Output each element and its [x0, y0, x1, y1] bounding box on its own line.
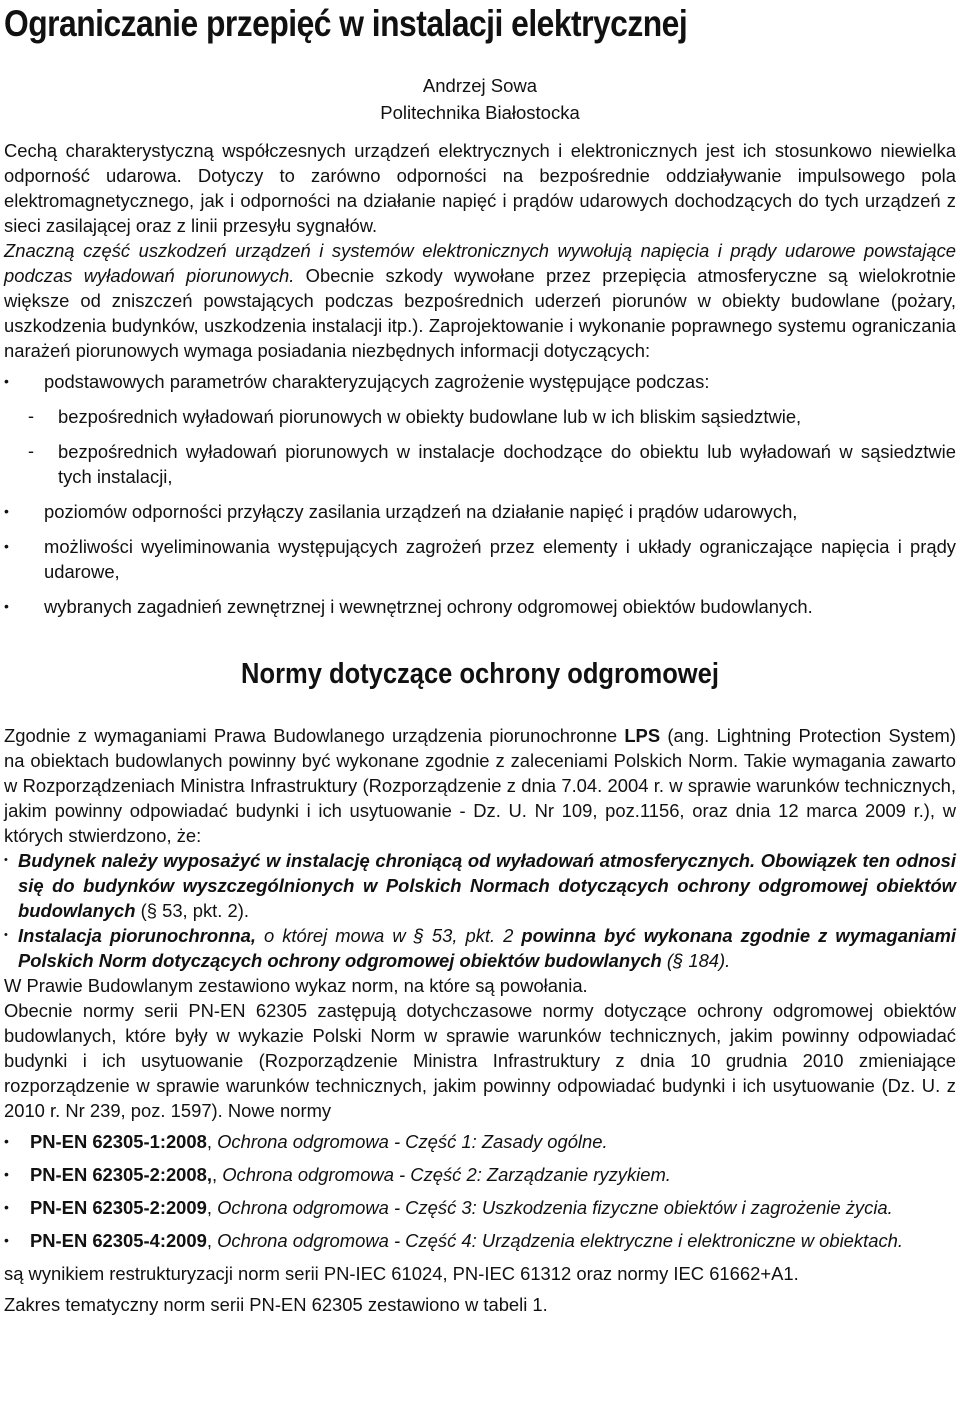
intro-sentence-2: Dotyczy to zarówno odporności na bezpośrednie oddziaływanie impulsowego pola elektromagnetycznego, jak i odporności na działanie napięć i prądów udarowych dochodzących do tych urządzeń z sieci zasilającej oraz z linii przesyłu sygnałów.	[4, 165, 956, 236]
regulation-quote-1-ref: (§ 53, pkt. 2).	[135, 900, 249, 921]
document-title: Ograniczanie przepięć w instalacji elektrycznej	[4, 3, 688, 44]
regulation-quote-2-ref: o której mowa w § 53, pkt. 2	[255, 925, 522, 946]
norm-item	[4, 1129, 956, 1154]
intro-paragraph-2	[4, 238, 956, 363]
norm-title: Ochrona odgromowa - Część 3: Uszkodzenia fizyczne obiektów i zagrożenie życia.	[217, 1197, 893, 1218]
list-item: • podstawowych parametrów charakteryzujących zagrożenie występujące podczas:	[4, 369, 956, 394]
section-heading: Normy dotyczące ochrony odgromowej	[241, 658, 719, 690]
norm-item	[4, 1228, 956, 1253]
intro-paragraph-2-body: Obecnie szkody wywołane przez przepięcia atmosferyczne są wielokrotnie większe od zniszczeń powstających podczas bezpośrednich uderzeń piorunów w obiekty budowlane (pożary, uszkodzenia budynków, uszkodzenia instalacji itp.). Zaprojektowanie i wykonanie poprawnego systemu ograniczania narażeń piorunowych wymaga posiadania niezbędnych informacji dotyczących:	[4, 265, 957, 361]
norm-title: Ochrona odgromowa - Część 2: Zarządzanie ryzykiem.	[222, 1164, 671, 1185]
section-paragraph-5: Zakres tematyczny norm serii PN-EN 62305 zestawiono w tabeli 1.	[4, 1294, 548, 1315]
norm-code: PN-EN 62305-2:2008,	[30, 1164, 212, 1185]
regulation-quote-2-subject: Instalacja piorunochronna,	[18, 925, 256, 946]
quoted-regulations	[4, 848, 956, 973]
norm-code: PN-EN 62305-2:2009	[30, 1197, 207, 1218]
author-name: Andrzej Sowa	[422, 75, 538, 96]
norm-separator: ,	[206, 1131, 218, 1152]
regulation-quote-1-text: Budynek należy wyposażyć w instalację chroniącą od wyładowań atmosferycznych. Obowiązek ten odnosi się do budynków wyszczególnionych w Polskich Normach dotyczących ochrony odgromowej obiektów budowlanych	[18, 850, 956, 921]
regulation-quote-1	[4, 848, 956, 923]
norm-separator: ,	[211, 1164, 223, 1185]
section-paragraph-1	[4, 723, 956, 848]
list-item: • możliwości wyeliminowania występujących zagrożeń przez elementy i układy ograniczające napięcia i prądy udarowe,	[4, 534, 956, 584]
lps-term: LPS	[624, 725, 661, 746]
section-paragraph-2: W Prawie Budowlanym zestawiono wykaz norm, na które są powołania.	[4, 975, 588, 996]
section-paragraph-1-rest: (ang. Lightning Protection System) na obiektach budowlanych powinny być wykonane zgodnie z zaleceniami Polskich Norm. Takie wymagania zawarto w Rozporządzeniach Ministra Infrastruktury (Rozporządzenie z dnia 7.04. 2004 r. w sprawie warunków technicznych, jakim powinny odpowiadać budynki i ich usytuowanie - Dz. U. Nr 109, poz.1156, oraz dnia 12 marca 2009 r.), w których stwierdzono, że:	[4, 725, 956, 846]
intro-sentence-1: Cechą charakterystyczną współczesnych urządzeń elektrycznych i elektronicznych jest ich stosunkowo niewielka odporność udarowa.	[4, 140, 956, 186]
regulation-quote-2	[4, 923, 956, 973]
section-paragraph-3: Obecnie normy serii PN-EN 62305 zastępują dotychczasowe normy dotyczące ochrony odgromowej obiektów budowlanych, które były w wykazie Polski Norm w sprawie warunków technicznych, jakim powinny odpowiadać budynki i ich usytuowanie (Rozporządzenie Ministra Infrastruktury z dnia 10 grudnia 2010 zmieniające rozporządzenie w sprawie warunków technicznych, jakim powinny odpowiadać budynki i ich usytuowanie (Dz. U. z 2010 r. Nr 239, poz. 1597). Nowe normy	[4, 1000, 956, 1121]
norm-title: Ochrona odgromowa - Część 1: Zasady ogólne.	[217, 1131, 608, 1152]
intro-paragraph-1	[4, 138, 956, 238]
norm-item	[4, 1162, 956, 1187]
list-subitem: - bezpośrednich wyładowań piorunowych w instalacje dochodzące do obiektu lub wyładowań w sąsiedztwie tych instalacji,	[4, 439, 956, 489]
list-item: • wybranych zagadnień zewnętrznej i wewnętrznej ochrony odgromowej obiektów budowlanych.	[4, 594, 956, 619]
norms-list	[4, 1129, 956, 1253]
norm-code: PN-EN 62305-1:2008	[30, 1131, 207, 1152]
section-paragraph-4: są wynikiem restrukturyzacji norm serii PN-IEC 61024, PN-IEC 61312 oraz normy IEC 61662+A1.	[4, 1263, 799, 1284]
norm-separator: ,	[206, 1230, 218, 1251]
list-subitem: - bezpośrednich wyładowań piorunowych w obiekty budowlane lub w ich bliskim sąsiedztwie,	[4, 404, 956, 429]
regulation-quote-2-text: powinna być wykonana zgodnie z wymaganiami Polskich Norm dotyczących ochrony odgromowej obiektów budowlanych	[18, 925, 956, 971]
intro-paragraph-2-lead: Znaczną część uszkodzeń urządzeń i systemów elektronicznych wywołują napięcia i prądy udarowe powstające podczas wyładowań piorunowych.	[4, 240, 956, 286]
norm-code: PN-EN 62305-4:2009	[30, 1230, 207, 1251]
required-information-list	[4, 369, 956, 619]
norm-item	[4, 1195, 956, 1220]
list-item: • poziomów odporności przyłączy zasilania urządzeń na działanie napięć i prądów udarowych,	[4, 499, 956, 524]
document-page	[0, 4, 960, 1317]
section-paragraph-1-text: Zgodnie z wymaganiami Prawa Budowlanego urządzenia piorunochronne	[4, 725, 625, 746]
norm-separator: ,	[206, 1197, 218, 1218]
author-affiliation: Politechnika Białostocka	[380, 102, 580, 123]
norm-title: Ochrona odgromowa - Część 4: Urządzenia elektryczne i elektroniczne w obiektach.	[217, 1230, 903, 1251]
regulation-quote-2-section: (§ 184).	[661, 950, 731, 971]
